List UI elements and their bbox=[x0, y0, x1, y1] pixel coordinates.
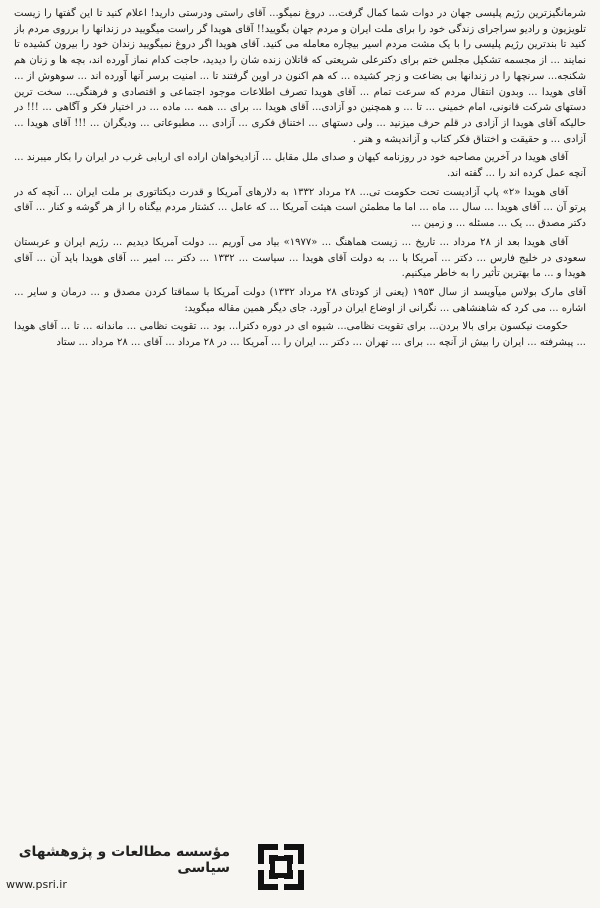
document-page bbox=[14, 6, 586, 902]
watermark-text bbox=[6, 844, 230, 891]
paragraph-2: آقای هویدا در آخرین مصاحبه خود در روزنامه کیهان و صدای ملل مقابل ... آزادیخواهان اراده ای اربابی غرب در ایران را بکار میبرند ... آنچه عمل کرده اند را ... گفته اند. bbox=[14, 152, 586, 180]
paragraph-1: شرمانگیزترین رژیم پلیسی جهان در دوات شما کمال گرفت... دروغ نمیگو... آقای راستی ودرستی دارید! اعلام کنید تا این گفتها را زیست تلویزیون و رادیو سراجرای زندگی خود را برای ملت ایران و مردم جهان بگویید!! آقای هویدا گر راست میگویید در زندانها را برروی مردم باز کنید تا بندترین رژیم پلیسی را با یک مشت مردم اسیر بیچاره معامله می کنید. آقای هویدا اگر دروغ نمیگویید زندان خود را بیرون کشیده تا نمایند ... از مجسمه تشکیل مجلس ختم برای دکترعلی شریعتی که قاتلان زنده شان را دیدید، حاجت کدام نماز آورده اند، بچه ها و زنان هم شکنجه... سرنچها را در زندانها بی بضاعت و زجر کشیده ... که هم اکنون در اوین گرفتند تا ... امنیت برسر آنها آورده اند ... سوهوش از ... آقای هویدا ... وبدون انتقال مردم که سرعت تمام ... آقای هویدا تصرف اطلاعات موجود اجتماعی و اقتصادی و فرهنگی... سخت ترین دستهای شرکت قانونی، امام خمینی ... تا ... و همچنین دو آزادی... آقای هویدا ... برای ... همه ... ماده ... در اختیار فکر و آگاهی ... !!! در حالیکه آقای هویدا از آزادی در قلم حرف میزنید ... ولی دستهای ... اختناق فکری ... آزادی ... مطبوعاتی ... ودیگران ... !!! آقای هویدا ... آزادی ... و حقیقت و اختناق فکر کتاب و آزاندیشه و هنر . bbox=[14, 8, 586, 145]
quote-paragraph: حکومت نیکسون برای بالا بردن... برای تقویت نظامی... شیوه ای در دوره دکترا... بود ... تقویت نظامی ... ماندانه ... تا ... آقای هویدا ... پیشرفته ... ایران را بیش از آنچه ... برای ... تهران ... دکتر ... ایران را ... آمریکا ... در ۲۸ مرداد ... آقای ... ۲۸ مرداد ... ستاد bbox=[14, 321, 586, 349]
publisher-watermark bbox=[6, 832, 306, 902]
paragraph-3: آقای هویدا «۲» پاپ آزادیست تحت حکومت تی... ۲۸ مرداد ۱۳۳۲ به دلارهای آمریکا و قدرت دیکتاتوری بر ملت ایران ... آنچه که در پرتو آن ... آقای هویدا ... سال ... ماه ... اما ما مطمئن است هیئت آمریکا ... که عامل ... کشتار مردم بیگناه را از هر گوشه و کنار ... آقای دکتر مصدق ... یک ... مسئله ... و زمین ... bbox=[14, 186, 586, 230]
watermark-title: مؤسسه مطالعات و پژوهشهای سیاسی bbox=[18, 843, 230, 876]
publisher-logo-icon bbox=[256, 842, 306, 892]
watermark-url: www.psri.ir bbox=[6, 877, 67, 891]
quote-intro: آقای مارک بولاس میآویسد از سال ۱۹۵۳ (یعنی از کودتای ۲۸ مرداد ۱۳۳۲) دولت آمریکا با سماقتا کردن مصدق و ... درمان و سایر ... اشاره ... می کرد که شاهنشاهی ... نگرانی از اوضاع ایران در آورد. جای دیگر همین مقاله میگوید: bbox=[14, 286, 586, 314]
paragraph-4: آقای هویدا بعد از ۲۸ مرداد ... تاریخ ... زیست هماهنگ ... «۱۹۷۷» بیاد می آوریم ... دولت آمریکا دیدیم ... رژیم ایران و عربستان سعودی در خلیج فارس ... دکتر ... آمریکا با ... به دولت آقای هویدا ... سیاست ... ۱۳۳۲ ... دکتر ... امیر ... آقای هویدا باید آن ... آقای هویدا و ... ما بهترین تأثیر را به خاطر میکنیم. bbox=[14, 236, 586, 280]
